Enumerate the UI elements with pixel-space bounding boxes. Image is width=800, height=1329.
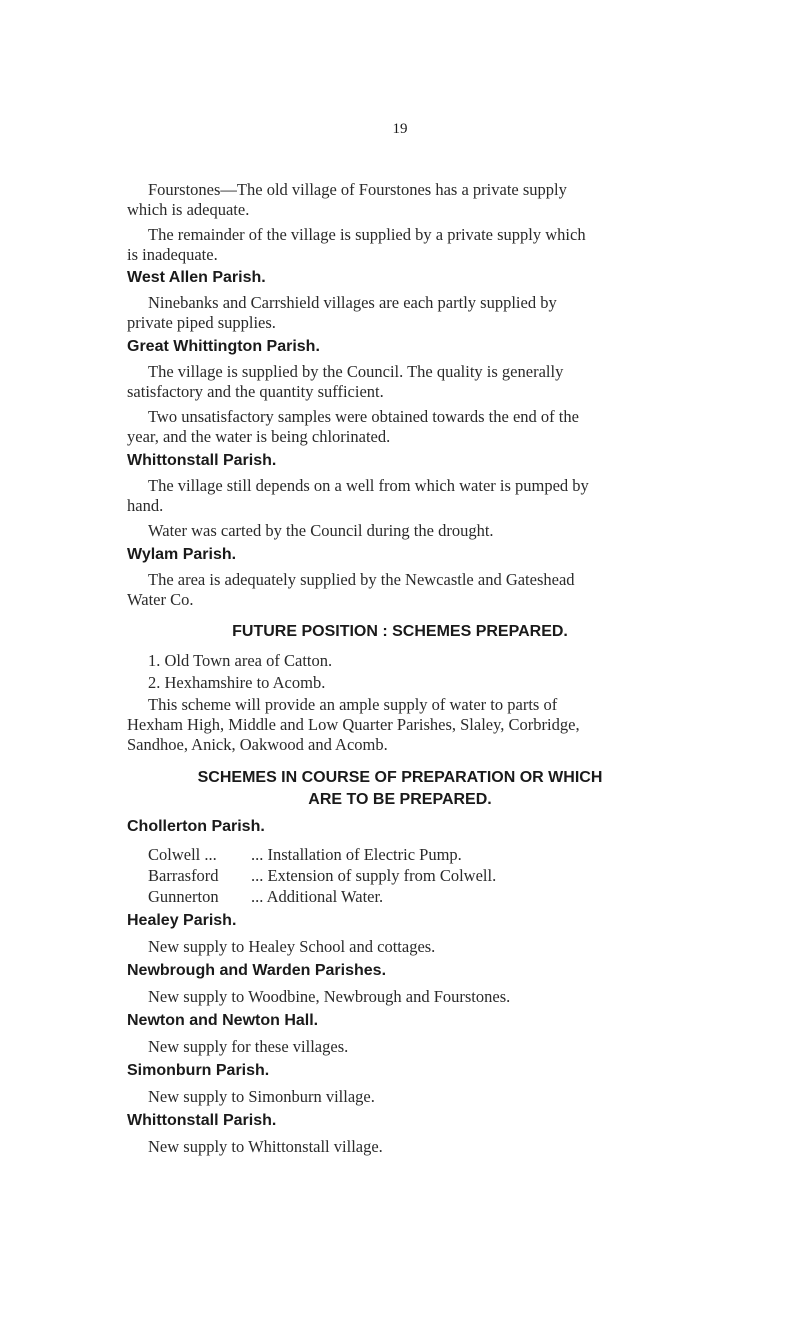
newbrough-heading: Newbrough and Warden Parishes. (127, 962, 387, 979)
great-whittington-heading: Great Whittington Parish. (127, 338, 320, 355)
future-item-2: 2. Hexhamshire to Acomb. (148, 673, 326, 692)
future-line-2: Hexham High, Middle and Low Quarter Parishes, Slaley, Corbridge, (127, 715, 580, 734)
west-allen-line-2: private piped supplies. (127, 313, 276, 332)
whittonstall-1-line-2: hand. (127, 496, 164, 515)
page-number: 19 (392, 121, 408, 137)
newbrough-line-1: New supply to Woodbine, Newbrough and Fourstones. (148, 987, 511, 1006)
fourstones-line-3: The remainder of the village is supplied by a private supply which (148, 225, 586, 244)
chollerton-place-2: Barrasford (148, 866, 219, 885)
healey-line-1: New supply to Healey School and cottages. (148, 937, 436, 956)
chollerton-scheme-1: ... Installation of Electric Pump. (251, 845, 462, 864)
wylam-line-1: The area is adequately supplied by the Newcastle and Gateshead (148, 570, 575, 589)
simonburn-heading: Simonburn Parish. (127, 1062, 270, 1079)
west-allen-line-1: Ninebanks and Carrshield villages are each partly supplied by (148, 293, 557, 312)
great-whittington-line-3: Two unsatisfactory samples were obtained towards the end of the (148, 407, 579, 426)
great-whittington-line-1: The village is supplied by the Council. The quality is generally (148, 362, 564, 381)
chollerton-scheme-3: ... Additional Water. (251, 887, 384, 906)
simonburn-line-1: New supply to Simonburn village. (148, 1087, 375, 1106)
newton-line-1: New supply for these villages. (148, 1037, 349, 1056)
whittonstall-1-line-1: The village still depends on a well from which water is pumped by (148, 476, 589, 495)
whittonstall-heading-1: Whittonstall Parish. (127, 452, 277, 469)
fourstones-line-2: which is adequate. (127, 200, 250, 219)
whittonstall-2-line-1: New supply to Whittonstall village. (148, 1137, 383, 1156)
chollerton-scheme-2: ... Extension of supply from Colwell. (251, 866, 497, 885)
wylam-heading: Wylam Parish. (127, 546, 237, 563)
wylam-line-2: Water Co. (127, 590, 194, 609)
future-item-1: 1. Old Town area of Catton. (148, 651, 333, 670)
chollerton-heading: Chollerton Parish. (127, 818, 265, 835)
chollerton-place-1: Colwell ... (148, 845, 217, 864)
future-line-3: Sandhoe, Anick, Oakwood and Acomb. (127, 735, 388, 754)
great-whittington-line-4: year, and the water is being chlorinated. (127, 427, 391, 446)
newton-heading: Newton and Newton Hall. (127, 1012, 319, 1029)
great-whittington-line-2: satisfactory and the quantity sufficient. (127, 382, 384, 401)
fourstones-line-4: is inadequate. (127, 245, 218, 264)
healey-heading: Healey Parish. (127, 912, 237, 929)
schemes-heading-line-2: ARE TO BE PREPARED. (308, 791, 492, 808)
whittonstall-heading-2: Whittonstall Parish. (127, 1112, 277, 1129)
west-allen-heading: West Allen Parish. (127, 269, 266, 286)
future-line-1: This scheme will provide an ample supply of water to parts of (148, 695, 558, 714)
fourstones-line-1: Fourstones—The old village of Fourstones has a private supply (148, 180, 567, 199)
chollerton-place-3: Gunnerton (148, 887, 219, 906)
schemes-heading-line-1: SCHEMES IN COURSE OF PREPARATION OR WHICH (197, 769, 603, 786)
future-position-heading: FUTURE POSITION : SCHEMES PREPARED. (232, 623, 568, 640)
whittonstall-1-line-3: Water was carted by the Council during the drought. (148, 521, 494, 540)
